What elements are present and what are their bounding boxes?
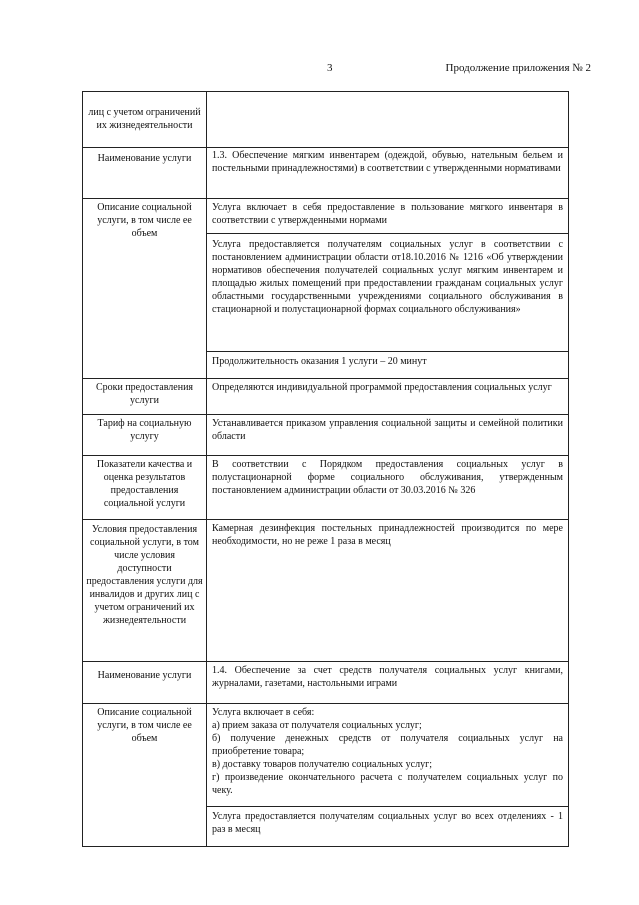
row-value: Камерная дезинфекция постельных принадлежностей производится по мере необходимости, но не реже 1 раза в месяц xyxy=(212,523,563,547)
table-row xyxy=(82,378,569,415)
table-row xyxy=(82,198,569,379)
row-label: Описание социальной услуги, в том числе ее объем xyxy=(83,198,207,378)
row-value: Услуга предоставляется получателям социальных услуг во всех отделениях - 1 раз в месяц xyxy=(207,806,568,846)
row-value: Продолжительность оказания 1 услуги – 20 минут xyxy=(207,351,568,378)
list-item: Услуга включает в себя: xyxy=(212,707,315,718)
row-value xyxy=(207,703,568,806)
row-label: Наименование услуги xyxy=(83,146,207,198)
row-label: лиц с учетом ограничений их жизнедеятельности xyxy=(83,92,207,147)
list-item: в) доставку товаров получателю социальных услуг; xyxy=(212,759,432,770)
list-item: б) получение денежных средств от получателя социальных услуг на приобретение товара; xyxy=(212,733,563,757)
row-value xyxy=(207,92,568,147)
table-row xyxy=(82,703,569,847)
row-value: 1.4. Обеспечение за счет средств получателя социальных услуг книгами, журналами, газетами, настольными играми xyxy=(212,665,563,689)
row-value: Услуга включает в себя предоставление в пользование мягкого инвентаря в соответствии с утвержденными нормами xyxy=(212,202,563,226)
table-row xyxy=(82,661,569,704)
row-value: 1.3. Обеспечение мягким инвентарем (одеждой, обувью, нательным бельем и постельными принадлежностями) в соответствии с утвержденными нормативами xyxy=(212,150,563,174)
row-label: Тариф на социальную услугу xyxy=(83,414,207,455)
table-row xyxy=(82,146,569,199)
row-label: Наименование услуги xyxy=(83,661,207,703)
appendix-header: Продолжение приложения № 2 xyxy=(445,62,591,74)
table-row xyxy=(82,455,569,520)
row-label: Условия предоставления социальной услуги, в том числе условия доступности предоставления услуги для инвалидов и других лиц с учетом ограничений их жизнедеятельности xyxy=(83,519,207,661)
table-row xyxy=(82,519,569,662)
table-row xyxy=(82,91,569,148)
row-label: Описание социальной услуги, в том числе ее объем xyxy=(83,703,207,846)
row-value: Устанавливается приказом управления социальной защиты и семейной политики области xyxy=(212,418,563,442)
page-number: 3 xyxy=(327,62,333,74)
list-item: а) прием заказа от получателя социальных услуг; xyxy=(212,720,422,731)
row-value: Услуга предоставляется получателям социальных услуг в соответствии с постановлением администрации области от18.10.2016 № 1216 «Об утверждении нормативов обеспечения получателей социальных услуг мягким инвентарем и площадью жилых помещений при предоставлении гражданам социальных услуг областными государственными учреждениями социального обслуживания в стационарной и полустационарной формах социального обслуживания» xyxy=(207,233,568,351)
row-label: Сроки предоставления услуги xyxy=(83,378,207,414)
list-item: г) произведение окончательного расчета с получателем социальных услуг по чеку. xyxy=(212,772,563,796)
row-value: Определяются индивидуальной программой предоставления социальных услуг xyxy=(212,382,552,393)
row-label: Показатели качества и оценка результатов предоставления социальной услуги xyxy=(83,455,207,519)
table-row xyxy=(82,414,569,456)
row-value: В соответствии с Порядком предоставления социальных услуг в полустационарной форме социального обслуживания, утвержденным постановлением администрации области от 30.03.2016 № 326 xyxy=(212,459,563,496)
